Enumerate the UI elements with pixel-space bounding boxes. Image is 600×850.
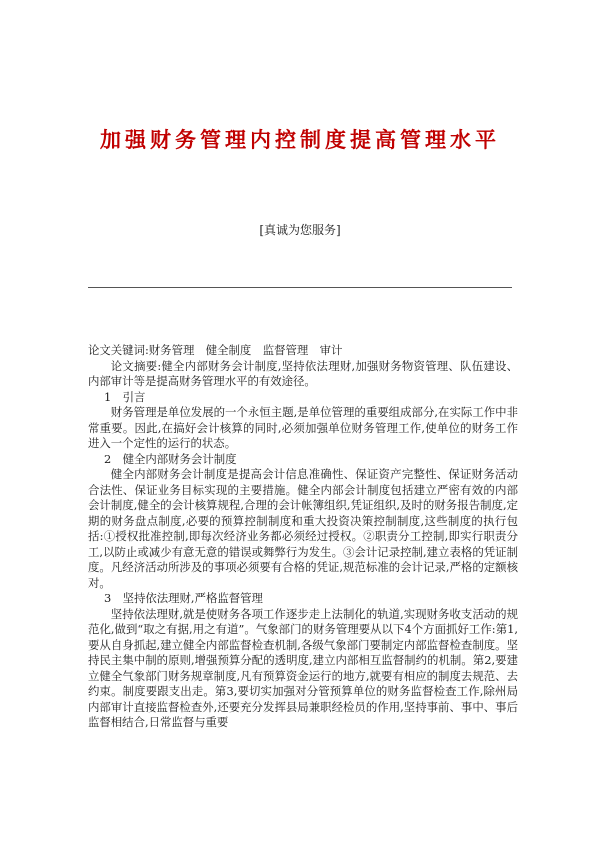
document-body [88, 343, 518, 731]
section-paragraph: 财务管理是单位发展的一个永恒主题,是单位管理的重要组成部分,在实际工作中非常重要。因此,在搞好会计核算的同时,必须加强单位财务管理工作,使单位的财务工作进入一个定性的运行的状态。 [88, 405, 518, 450]
keywords-line: 论文关键词:财务管理 健全制度 监督管理 审计 [88, 343, 343, 357]
service-tag: [真诚为您服务] [259, 223, 341, 237]
horizontal-divider [88, 287, 512, 288]
section-paragraph: 健全内部财务会计制度是提高会计信息准确性、保证资产完整性、保证财务活动合法性、保证业务目标实现的主要措施。健全内部会计制度包括建立严密有效的内部会计制度,健全的会计核算规程,合理的会计帐簿组织,凭证组织,及时的财务报告制度,定期的财务盘点制度,必要的预算控制制度和重大投资决策控制制度,这些制度的执行包括:①授权批准控制,即每次经济业务都必须经过授权。②职责分工控制,即实行职责分工,以防止或减少有意无意的错误或舞弊行为发生。③会计记录控制,建立表格的凭证制度。凡经济活动所涉及的事项必须要有合格的凭证,规范标准的会计记录,严格的定额核对。 [88, 467, 518, 590]
section-heading-supervision: 3 坚持依法理财,严格监督管理 [103, 591, 263, 605]
abstract-paragraph: 论文摘要:健全内部财务会计制度,坚持依法理财,加强财务物资管理、队伍建设、内部审计等是提高财务管理水平的有效途径。 [88, 358, 518, 388]
section-heading-intro: 1 引言 [103, 389, 146, 404]
section-heading-accounting-system: 2 健全内部财务会计制度 [103, 451, 237, 466]
section-paragraph: 坚持依法理财,就是使财务各项工作逐步走上法制化的轨道,实现财务收支活动的规范化,做到“取之有据,用之有道”。气象部门的财务管理要从以下4个方面抓好工作:第1,要从自身抓起,建立健全内部监督检查机制,各级气象部门要制定内部监督检查制度。坚持民主集中制的原则,增强预算分配的透明度,建立内部相互监督制约的机制。第2,要建立健全气象部门财务规章制度,凡有预算资金运行的地方,就要有相应的制度去规范、去约束。制度要跟支出走。第3,要切实加强对分管预算单位的财务监督检查工作,除州局内部审计直接监督检查外,还要充分发挥县局兼职经检员的作用,坚持事前、事中、事后监督相结合,日常监督与重要 [88, 606, 518, 729]
document-title: 加强财务管理内控制度提高管理水平 [100, 127, 500, 152]
